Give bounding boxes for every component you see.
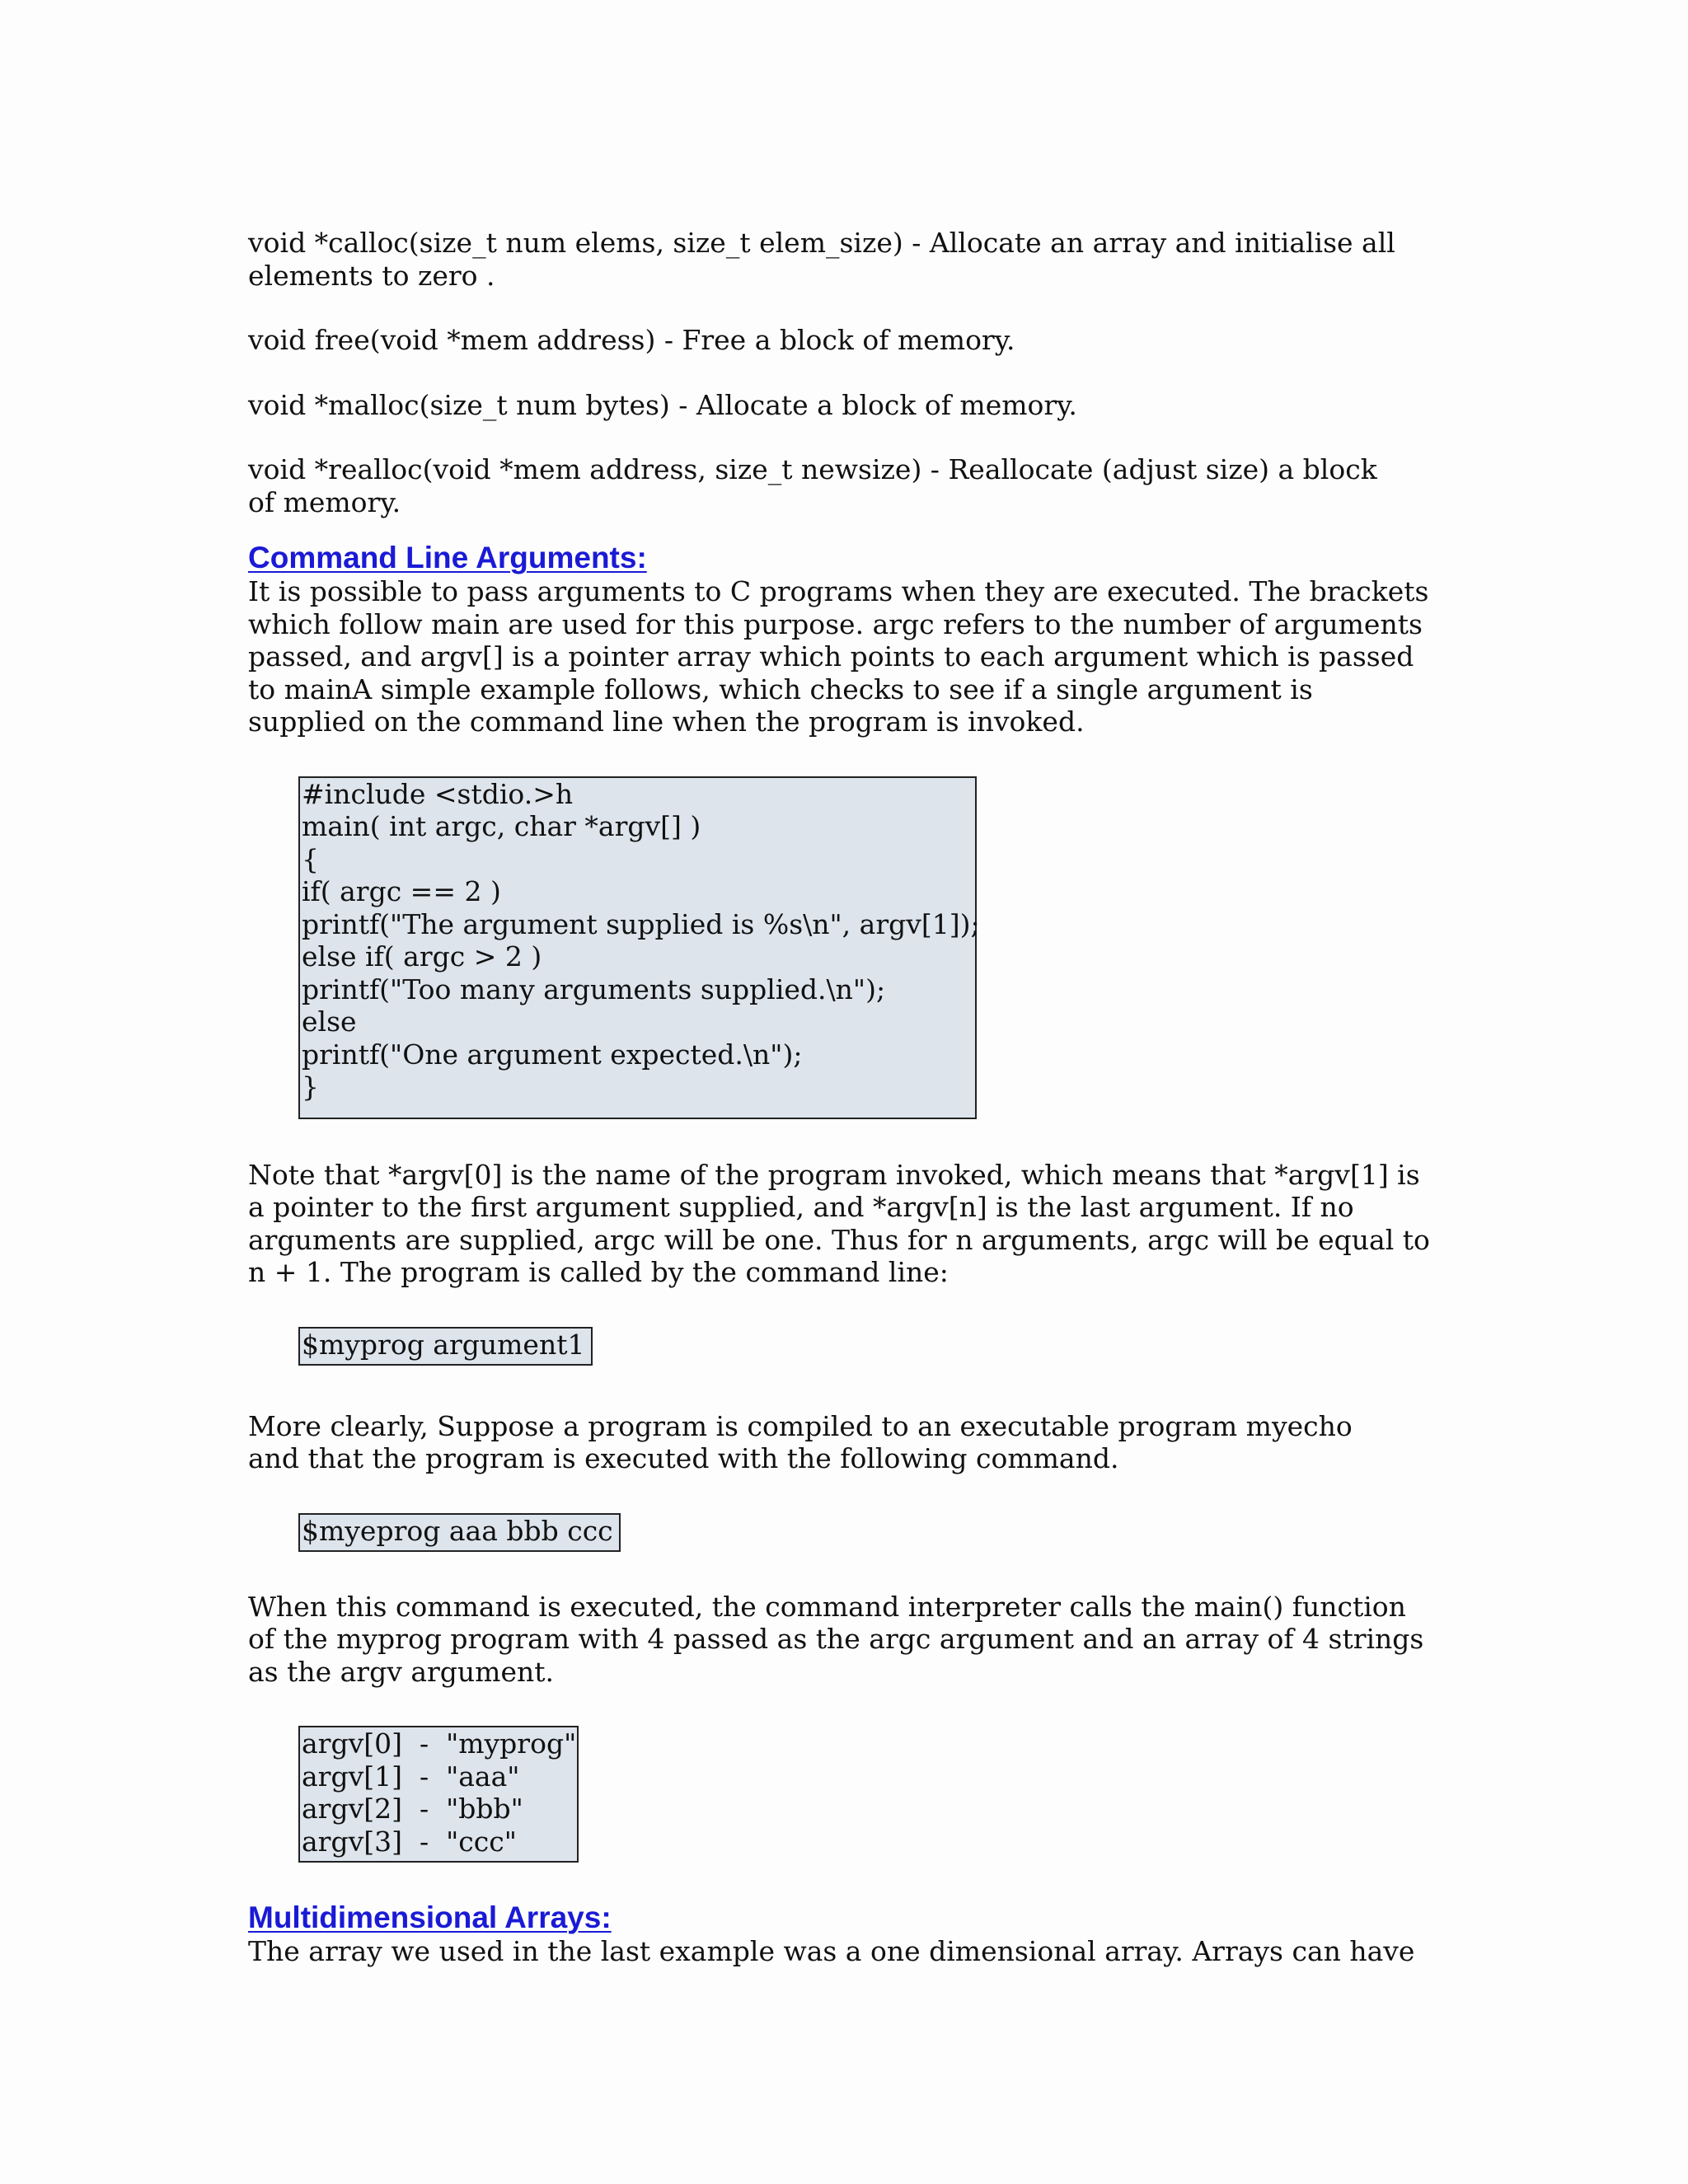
argv-values-box [298,1726,579,1863]
code-line: } [302,1071,319,1103]
code-line: else [302,1005,357,1038]
command-example-2 [298,1513,621,1552]
multidimensional-arrays-heading: Multidimensional Arrays: [248,1900,612,1934]
code-line: printf("The argument supplied is %s\n", argv[1]); [302,907,980,940]
memory-function-list [248,227,1435,518]
code-line: else if( argc > 2 ) [302,940,542,972]
argv-row: argv[3] - "ccc" [302,1825,517,1858]
code-line: if( argc == 2 ) [302,875,501,907]
command-line-arguments-heading: Command Line Arguments: [248,541,647,574]
multidimensional-intro: The array we used in the last example was a one dimensional array. Arrays can have [248,1935,1415,1967]
code-line: { [302,842,319,875]
code-line: #include <stdio.>h [302,777,574,810]
more-clearly-paragraph: More clearly, Suppose a program is compiled to an executable program myecho and that the program is executed with the following command. [248,1409,1353,1474]
malloc-description: void *malloc(size_t num bytes) - Allocate a block of memory. [248,388,1077,421]
command-example-1 [298,1327,593,1366]
argv-row: argv[2] - "bbb" [302,1793,523,1825]
argv-note-paragraph: Note that *argv[0] is the name of the program invoked, which means that *argv[1] is a pointer to the first argument supplied, and *argv[n] is the last argument. If no arguments are supplied, argc will be one. Thus for n arguments, argc will be equal to n + 1. The program is called by the command line: [248,1158,1430,1288]
command-text: $myprog argument1 [302,1328,585,1361]
code-line: printf("Too many arguments supplied.\n"); [302,972,886,1005]
argv-row: argv[0] - "myprog" [302,1727,577,1760]
command-line-intro: It is possible to pass arguments to C programs when they are executed. The brackets which follow main are used for this purpose. argc refers to the number of arguments passed, and argv[] is a pointer array which points to each argument which is passed to mainA simple example follows, which checks to see if a single argument is supplied on the command line when the program is invoked. [248,575,1429,738]
free-description: void free(void *mem address) - Free a block of memory. [248,324,1015,356]
when-executed-paragraph: When this command is executed, the command interpreter calls the main() function of the myprog program with 4 passed as the argc argument and an array of 4 strings as the argv argument. [248,1590,1424,1688]
code-line: main( int argc, char *argv[] ) [302,810,701,842]
argv-row: argv[1] - "aaa" [302,1760,520,1793]
realloc-description: void *realloc(void *mem address, size_t newsize) - Reallocate (adjust size) a block of memory. [248,453,1377,518]
example-code-box [298,776,980,1119]
document-page [248,227,1435,1968]
calloc-description: void *calloc(size_t num elems, size_t elem_size) - Allocate an array and initialise all elements to zero . [248,227,1395,292]
command-text: $myeprog aaa bbb ccc [302,1514,613,1547]
code-line: printf("One argument expected.\n"); [302,1038,803,1071]
